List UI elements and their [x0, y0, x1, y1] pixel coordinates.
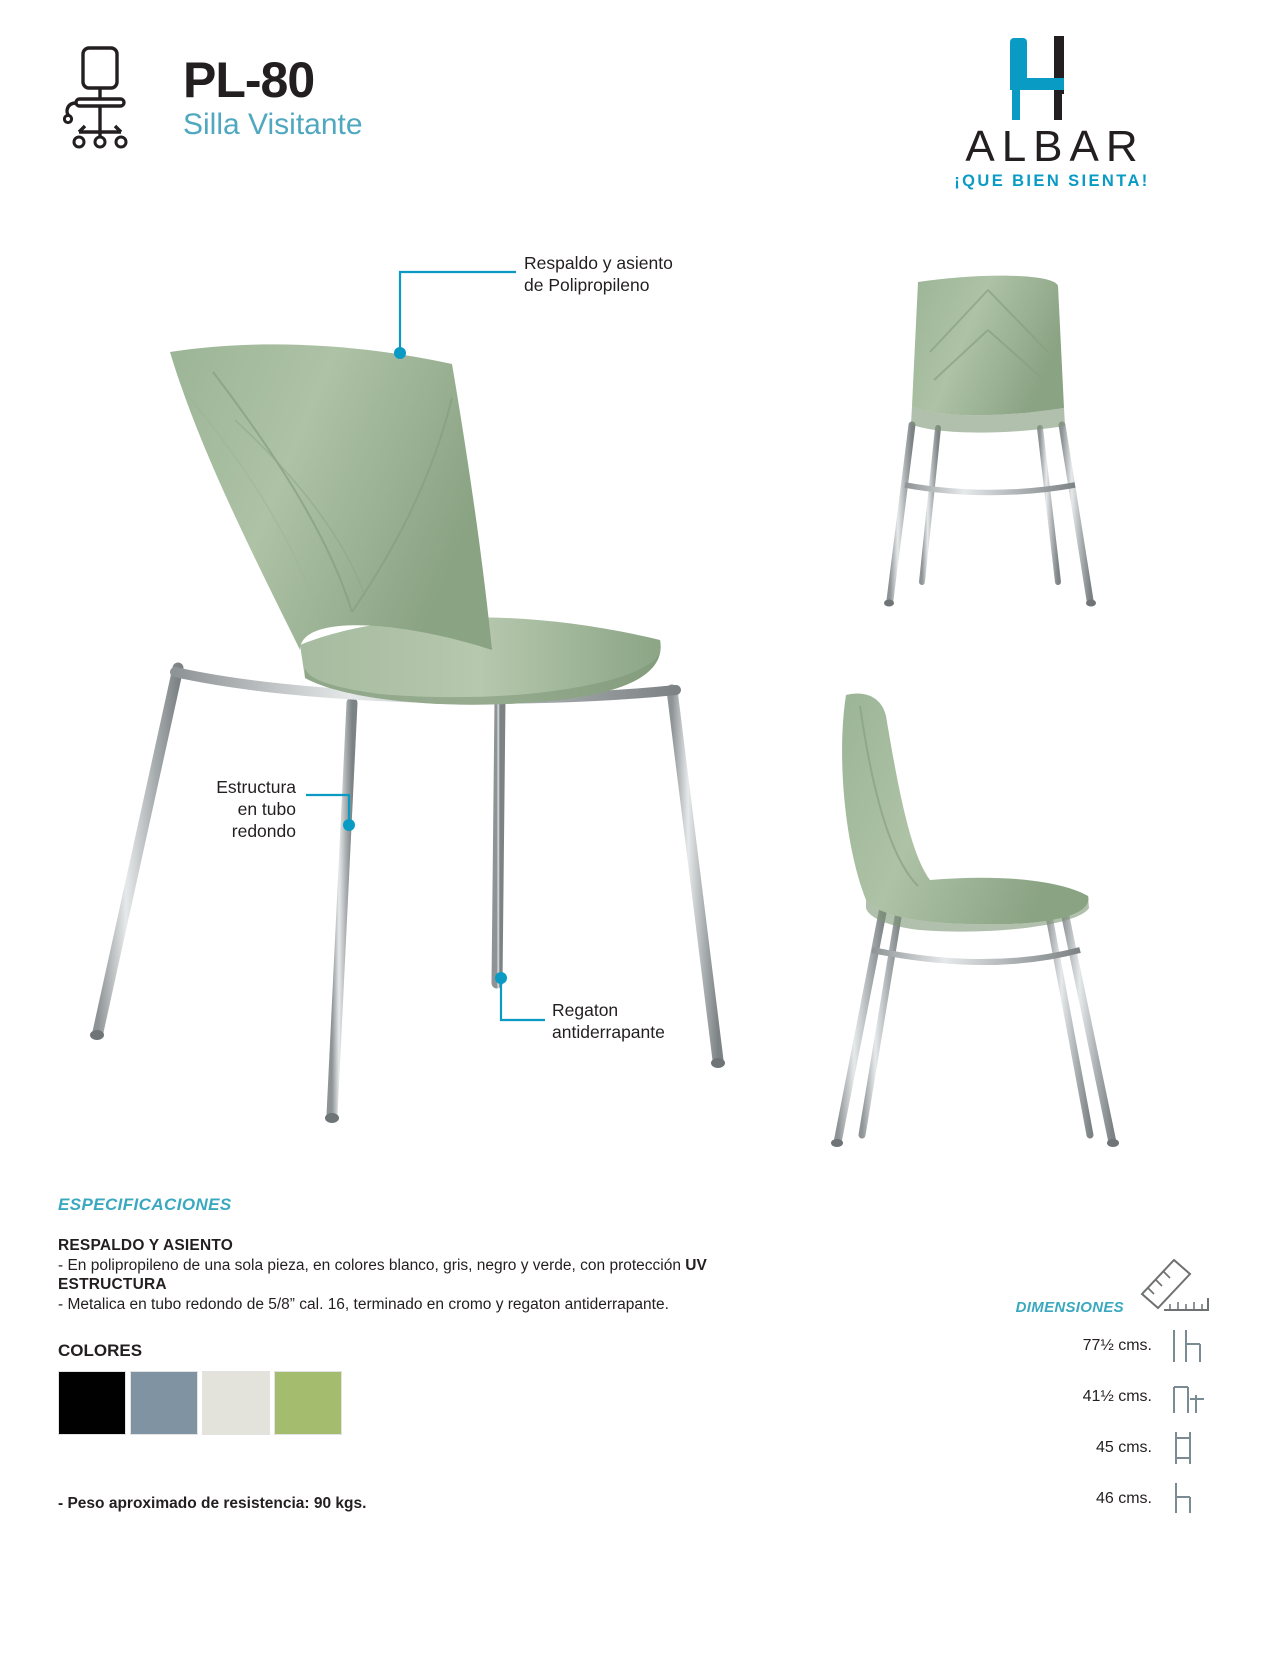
callout-line-3: redondo [231, 821, 296, 841]
callout-label-glide [552, 999, 665, 1043]
color-swatch-verde[interactable] [274, 1371, 342, 1435]
color-swatch-gris[interactable] [130, 1371, 198, 1435]
spec-heading-structure: ESTRUCTURA [58, 1276, 167, 1293]
seat-depth-icon [1160, 1428, 1212, 1468]
dimensions-title: DIMENSIONES [1015, 1299, 1124, 1316]
dimension-row-total-height [952, 1320, 1212, 1371]
brand-tagline: ¡QUE BIEN SIENTA! [954, 172, 1150, 190]
office-chair-icon [63, 46, 133, 151]
dimension-value: 46 cms. [1095, 1489, 1152, 1507]
callout-line-2: en tubo [237, 799, 296, 819]
total-height-icon [1160, 1326, 1212, 1366]
spec-text-structure: - Metalica en tubo redondo de 5/8” cal. 16, terminado en cromo y regaton antiderrapante. [58, 1296, 669, 1313]
spec-text-backrest [58, 1256, 803, 1276]
color-swatch-negro[interactable] [58, 1371, 126, 1435]
seat-height-icon [1160, 1377, 1212, 1417]
specifications-section [58, 1195, 858, 1513]
dimension-row-seat-width [952, 1473, 1212, 1524]
brand-block [937, 34, 1167, 191]
spec-text-bold: UV [685, 1257, 707, 1274]
page-header [55, 28, 1215, 208]
callout-line-1: Respaldo y asiento [524, 253, 673, 273]
title-block [183, 54, 363, 144]
albar-chair-mark-icon [937, 34, 1167, 124]
specifications-title: ESPECIFICACIONES [58, 1195, 232, 1214]
dimension-row-seat-depth [952, 1422, 1212, 1473]
page-title: PL-80 [183, 52, 315, 108]
spec-text-part: - En polipropileno de una sola pieza, en colores blanco, gris, negro y verde, con protección [58, 1257, 686, 1274]
callout-label-frame [176, 776, 296, 842]
seat-width-icon [1160, 1479, 1212, 1519]
callout-line-1: Regaton [552, 1000, 619, 1020]
dimension-row-seat-height [952, 1371, 1212, 1422]
dimension-value: 45 cms. [1095, 1438, 1152, 1456]
callout-line-1: Estructura [216, 777, 296, 797]
ruler-square-icon [1134, 1254, 1212, 1320]
callout-line-2: antiderrapante [552, 1022, 665, 1042]
dimensions-panel [952, 1250, 1212, 1524]
product-subtitle: Silla Visitante [183, 108, 363, 141]
colores-heading: COLORES [58, 1341, 143, 1360]
callout-label-backrest [524, 252, 673, 296]
brand-name: ALBAR [965, 122, 1145, 171]
dimension-value: 77½ cms. [1082, 1336, 1152, 1354]
weight-note: - Peso aproximado de resistencia: 90 kgs. [58, 1495, 367, 1512]
callout-line-2: de Polipropileno [524, 275, 650, 295]
color-swatch-list [58, 1371, 858, 1435]
spec-heading-backrest: RESPALDO Y ASIENTO [58, 1237, 234, 1254]
color-swatch-blanco[interactable] [202, 1371, 270, 1435]
dimensions-header [952, 1250, 1212, 1320]
dimension-value: 41½ cms. [1082, 1387, 1152, 1405]
